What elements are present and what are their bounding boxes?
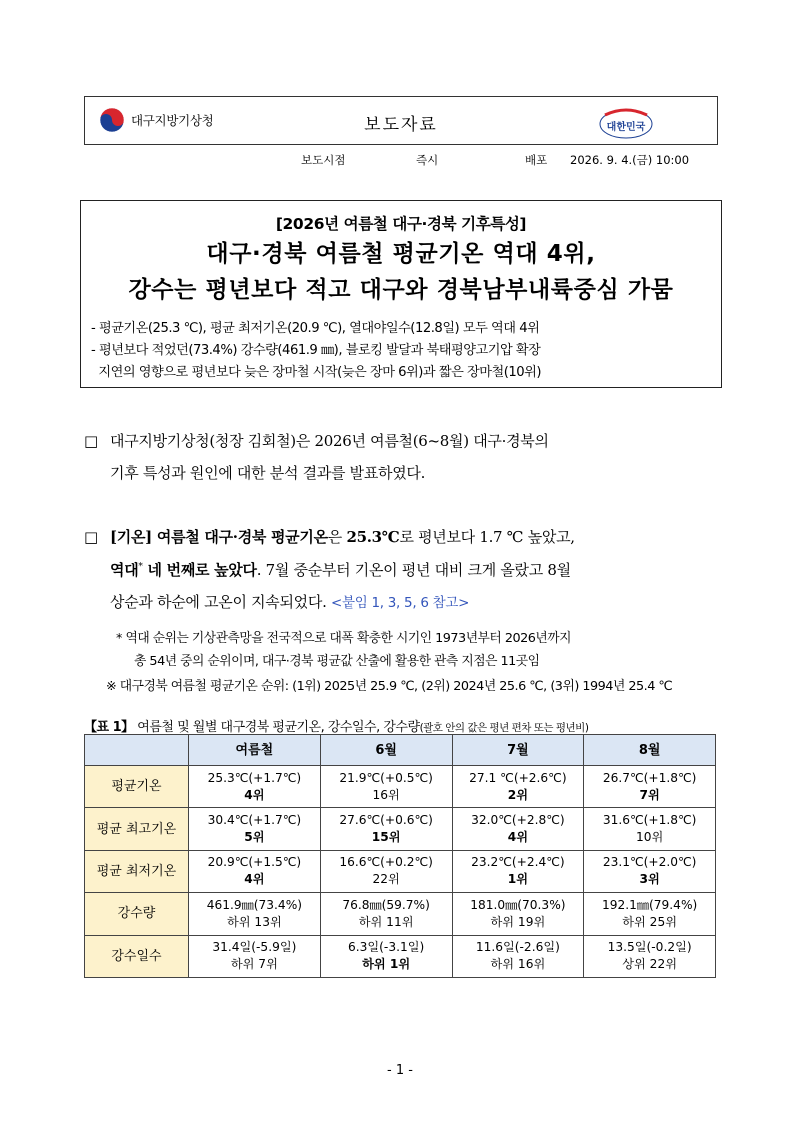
cell-rank: 하위 25위: [622, 914, 677, 929]
table-cell: [452, 808, 584, 850]
agency-name: 대구지방기상청: [131, 113, 214, 128]
doc-type-title: 보도자료: [364, 115, 438, 135]
table-cell: [320, 766, 452, 808]
cell-rank: 하위 16위: [490, 957, 546, 972]
table-cell: [452, 850, 584, 892]
cell-value: 23.2℃(+2.4℃): [471, 855, 565, 870]
footnote-1-line-2: 총 54년 중의 순위이며, 대구·경북 평균값 산출에 활용한 관측 지점은 11곳임: [134, 654, 540, 669]
table-cell: [320, 935, 452, 977]
cell-value: 20.9℃(+1.5℃): [207, 855, 302, 870]
cell-value: 76.8㎜(59.7%): [342, 897, 430, 912]
cell-value: 23.1℃(+2.0℃): [602, 855, 697, 870]
release-label: 보도시점: [301, 153, 346, 167]
paragraph-2-line-3: 상순과 하순에 고온이 지속되었다. <붙임 1, 3, 5, 6 참고>: [110, 593, 470, 611]
cell-rank: 하위 11위: [358, 914, 414, 929]
table-caption: 【표 1】 여름철 및 월별 대구경북 평균기온, 강수일수, 강수량(괄호 안의 값은 평년 편차 또는 평년비): [84, 720, 589, 735]
cell-rank: 2위: [507, 787, 528, 802]
summary-subtitle: [2026년 여름철 대구·경북 기후특성]: [275, 215, 527, 233]
table-row: [85, 893, 716, 935]
paragraph-2-line-2: 역대* 네 번째로 높았다. 7월 중순부터 기온이 평년 대비 크게 올랐고 8월: [110, 561, 571, 579]
paragraph-1-line-1: □ 대구지방기상청(청장 김회철)은 2026년 여름철(6~8월) 대구·경북의: [84, 432, 549, 450]
cell-rank: 하위 1위: [362, 957, 411, 972]
footnote-2: ※ 대구경북 여름철 평균기온 순위: (1위) 2025년 25.9 ℃, (2위) 2024년 25.6 ℃, (3위) 1994년 25.4 ℃: [106, 679, 673, 694]
table-cell: [584, 808, 716, 850]
cell-rank: 22위: [372, 872, 400, 887]
cell-rank: 15위: [371, 830, 401, 845]
cell-rank: 1위: [507, 872, 528, 887]
table-row: [85, 808, 716, 850]
distribution-date: 2026. 9. 4.(금) 10:00: [570, 153, 690, 167]
cell-rank: 하위 13위: [227, 914, 282, 929]
cell-value: 26.7℃(+1.8℃): [602, 770, 697, 785]
table-cell: [452, 935, 584, 977]
table-cell: [452, 766, 584, 808]
column-header: 6월: [320, 735, 452, 766]
table-cell: [320, 808, 452, 850]
row-header: 평균 최저기온: [85, 850, 189, 892]
table-cell: [452, 893, 584, 935]
table-cell: [189, 935, 321, 977]
table-cell: [320, 850, 452, 892]
release-info: [0, 152, 800, 168]
cell-value: 27.1 ℃(+2.6℃): [469, 770, 567, 785]
distribution-label: 배포: [525, 153, 548, 167]
table-cell: [189, 808, 321, 850]
headline-line-1: 대구·경북 여름철 평균기온 역대 4위,: [206, 241, 596, 267]
cell-rank: 7위: [639, 787, 660, 802]
table-row: [85, 766, 716, 808]
climate-table: [84, 734, 716, 978]
cell-value: 32.0℃(+2.8℃): [471, 813, 565, 828]
summary-box: [80, 200, 722, 388]
checkbox-bullet-icon: □: [84, 528, 98, 546]
document-header: [84, 96, 718, 145]
cell-rank: 10위: [635, 830, 664, 845]
cell-rank: 4위: [244, 872, 265, 887]
cell-value: 25.3℃(+1.7℃): [207, 770, 302, 785]
table-cell: [189, 893, 321, 935]
cell-rank: 하위 19위: [490, 914, 546, 929]
table-cell: [189, 850, 321, 892]
table-header-row: [85, 735, 716, 766]
table-cell: [320, 893, 452, 935]
summary-bullet-1: - 평균기온(25.3 ℃), 평균 최저기온(20.9 ℃), 열대야일수(12.8일) 모두 역대 4위: [91, 321, 540, 336]
row-header: 강수일수: [85, 935, 189, 977]
cell-rank: 16위: [372, 787, 400, 802]
cell-value: 13.5일(-0.2일): [607, 940, 692, 955]
cell-rank: 3위: [639, 872, 660, 887]
table-cell: [189, 766, 321, 808]
cell-value: 31.4일(-5.9일): [212, 940, 297, 955]
paragraph-1-line-2: 기후 특성과 원인에 대한 분석 결과를 발표하였다.: [110, 464, 426, 482]
cell-rank: 5위: [244, 830, 265, 845]
table-cell: [584, 935, 716, 977]
slogan-text: 대한민국: [606, 122, 646, 133]
table-row: [85, 850, 716, 892]
cell-rank: 4위: [244, 787, 265, 802]
cell-value: 461.9㎜(73.4%): [206, 897, 303, 912]
column-header: 여름철: [189, 735, 321, 766]
page-number: - 1 -: [387, 1063, 413, 1078]
cell-value: 31.6℃(+1.8℃): [602, 813, 697, 828]
headline-line-2: 강수는 평년보다 적고 대구와 경북남부내륙중심 가뭄: [128, 277, 674, 303]
cell-value: 192.1㎜(79.4%): [601, 897, 698, 912]
summary-bullet-3: 지연의 영향으로 평년보다 늦은 장마철 시작(늦은 장마 6위)과 짧은 장마철(10위): [91, 365, 542, 380]
cell-value: 30.4℃(+1.7℃): [207, 813, 302, 828]
attachment-reference: <붙임 1, 3, 5, 6 참고>: [331, 595, 470, 611]
row-header: 평균기온: [85, 766, 189, 808]
checkbox-bullet-icon: □: [84, 432, 98, 450]
cell-rank: 하위 7위: [230, 957, 278, 972]
column-header: 7월: [452, 735, 584, 766]
korea-slogan-logo-icon: [593, 103, 659, 141]
cell-value: 16.6℃(+0.2℃): [339, 855, 433, 870]
release-value: 즉시: [416, 153, 439, 167]
cell-value: 27.6℃(+0.6℃): [339, 813, 433, 828]
paragraph-2-line-1: □ [기온] 여름철 대구·경북 평균기온은 25.3℃로 평년보다 1.7 ℃ 높았고,: [84, 528, 575, 546]
cell-value: 21.9℃(+0.5℃): [339, 770, 433, 785]
row-header: 강수량: [85, 893, 189, 935]
column-header: 8월: [584, 735, 716, 766]
table-row: [85, 935, 716, 977]
cell-value: 6.3일(-3.1일): [348, 940, 425, 955]
summary-bullet-2: - 평년보다 적었던(73.4%) 강수량(461.9 ㎜), 블로킹 발달과 북태평양고기압 확장: [91, 343, 541, 358]
row-header: 평균 최고기온: [85, 808, 189, 850]
table-cell: [584, 893, 716, 935]
cell-rank: 상위 22위: [622, 957, 677, 972]
cell-value: 181.0㎜(70.3%): [470, 897, 566, 912]
cell-value: 11.6일(-2.6일): [475, 940, 560, 955]
cell-rank: 4위: [507, 830, 528, 845]
table-corner-cell: [85, 735, 189, 766]
table-cell: [584, 850, 716, 892]
table-cell: [584, 766, 716, 808]
footnote-1-line-1: * 역대 순위는 기상관측망을 전국적으로 대폭 확충한 시기인 1973년부터 2026년까지: [116, 631, 571, 646]
